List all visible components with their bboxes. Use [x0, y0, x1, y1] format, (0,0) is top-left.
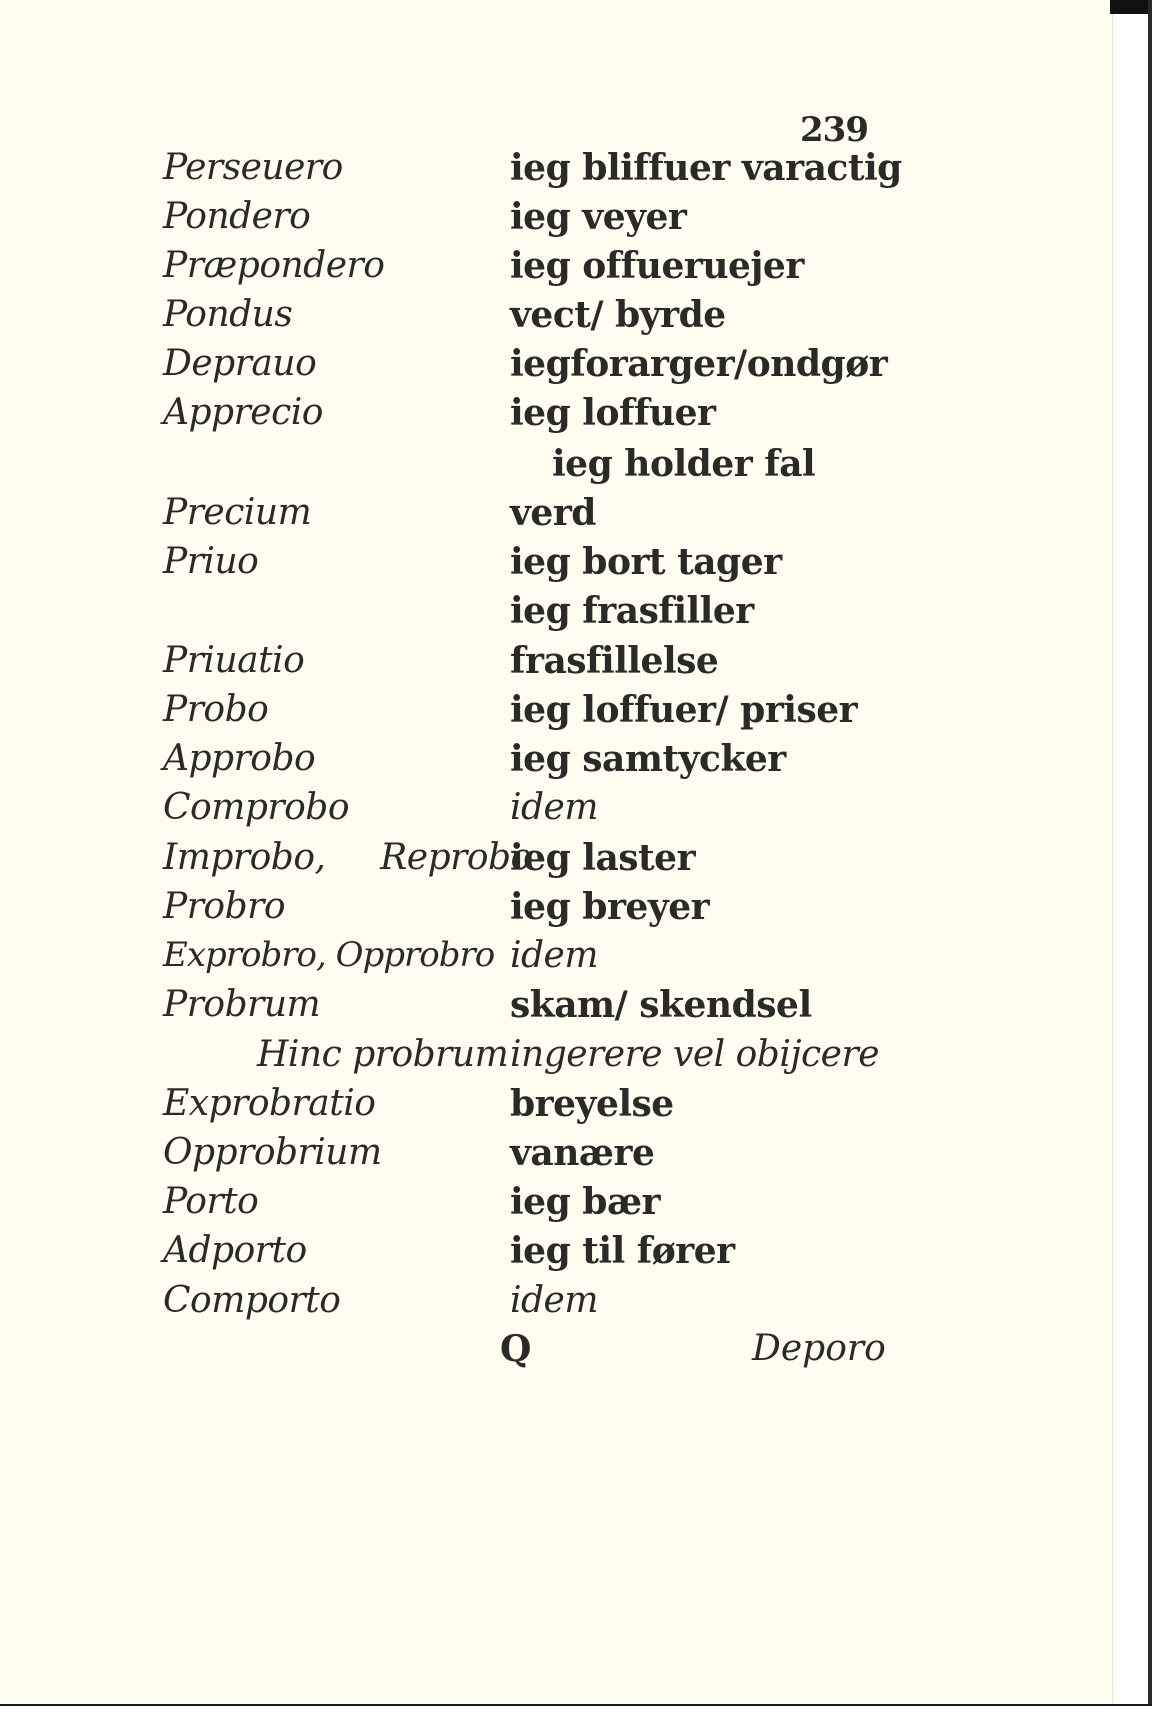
- danish-gloss: frasfillelse: [510, 640, 719, 682]
- danish-gloss: ieg samtycker: [510, 738, 786, 780]
- latin-term: Pondus: [163, 294, 293, 335]
- entry-row: [0, 541, 1113, 590]
- latin-term: Probrum: [163, 984, 321, 1025]
- danish-gloss: vanære: [510, 1132, 655, 1174]
- entry-row: [0, 245, 1113, 294]
- signature-mark: Q: [500, 1328, 532, 1370]
- page-number: 239: [800, 110, 868, 150]
- entry-row: [0, 294, 1113, 343]
- scan-margin-right: [1113, 0, 1152, 1718]
- danish-gloss: breyelse: [510, 1083, 674, 1125]
- scan-edge-line: [1148, 0, 1152, 1718]
- latin-term: Opprobrium: [163, 1132, 382, 1173]
- latin-term: Adporto: [163, 1230, 307, 1271]
- entry-row: [0, 343, 1113, 392]
- latin-term: Exprobratio: [163, 1083, 376, 1124]
- latin-term: Comprobo: [163, 787, 350, 828]
- latin-term: Probo: [163, 689, 269, 730]
- latin-term: Præpondero: [163, 245, 385, 286]
- danish-gloss: ieg frasfiller: [510, 590, 754, 632]
- entry-row: [0, 837, 1113, 886]
- danish-gloss: verd: [510, 492, 596, 534]
- danish-gloss: skam/ skendsel: [510, 984, 812, 1026]
- danish-gloss: idem: [510, 787, 598, 828]
- entry-row: [0, 1280, 1113, 1329]
- danish-gloss: ieg bort tager: [510, 541, 782, 583]
- danish-gloss: ieg breyer: [510, 886, 710, 928]
- latin-term: Comporto: [163, 1280, 341, 1321]
- danish-gloss: vect/ byrde: [510, 294, 726, 336]
- entry-row: [0, 689, 1113, 738]
- danish-gloss: idem: [510, 1280, 598, 1321]
- entry-row: [0, 984, 1113, 1033]
- entry-row: [0, 1132, 1113, 1181]
- entry-row: [0, 787, 1113, 836]
- entry-row: [0, 1083, 1113, 1132]
- latin-term: Hinc probrum: [257, 1034, 509, 1075]
- entry-row: [0, 443, 1113, 492]
- danish-gloss: idem: [510, 935, 598, 976]
- danish-gloss: iegforarger/ondgør: [510, 343, 888, 385]
- entry-row: [0, 147, 1113, 196]
- danish-gloss: ieg loffuer/ priser: [510, 689, 858, 731]
- entry-row: [0, 935, 1113, 984]
- entry-row: [0, 392, 1113, 441]
- entry-row: [0, 886, 1113, 935]
- latin-term: Priuo: [163, 541, 259, 582]
- entry-row: [0, 1230, 1113, 1279]
- entry-row: [0, 640, 1113, 689]
- latin-term: Probro: [163, 886, 286, 927]
- latin-term: Apprecio: [163, 392, 323, 433]
- latin-term: Approbo: [163, 738, 316, 779]
- danish-gloss: ieg offueruejer: [510, 245, 804, 287]
- latin-term: Improbo, Reprobo: [163, 837, 532, 878]
- danish-gloss: ieg bær: [510, 1181, 661, 1223]
- danish-gloss: ieg loffuer: [510, 392, 716, 434]
- entry-row: [0, 492, 1113, 541]
- danish-gloss: ingerere vel obijcere: [510, 1034, 879, 1075]
- danish-gloss: ieg bliffuer varactig: [510, 147, 902, 189]
- entry-row: [0, 1181, 1113, 1230]
- entry-row: [0, 590, 1113, 639]
- entry-row: [0, 196, 1113, 245]
- catchword: Deporo: [752, 1328, 886, 1369]
- danish-gloss: ieg veyer: [510, 196, 687, 238]
- entry-row: [0, 1034, 1113, 1083]
- latin-term: Perseuero: [163, 147, 343, 188]
- entry-row: [0, 738, 1113, 787]
- scan-edge-mark: [1110, 0, 1152, 14]
- latin-term: Precium: [163, 492, 312, 533]
- danish-gloss: ieg til fører: [510, 1230, 735, 1272]
- latin-term: Deprauo: [163, 343, 317, 384]
- latin-term: Pondero: [163, 196, 311, 237]
- latin-term: Exprobro, Opprobro: [163, 935, 495, 975]
- danish-gloss: ieg laster: [510, 837, 696, 879]
- latin-term: Priuatio: [163, 640, 305, 681]
- latin-term: Porto: [163, 1181, 259, 1222]
- danish-gloss: ieg holder fal: [552, 443, 816, 485]
- scan-bottom-edge: [0, 1704, 1152, 1718]
